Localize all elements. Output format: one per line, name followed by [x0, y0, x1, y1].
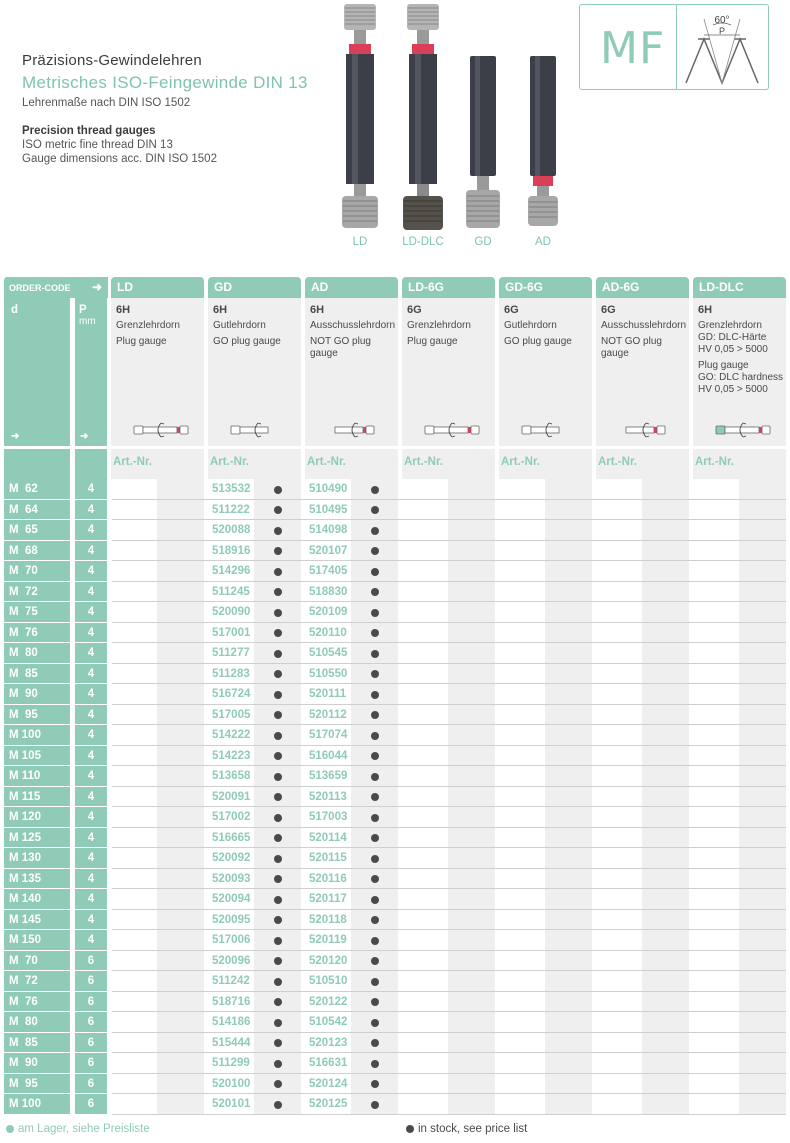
in-stock-dot-icon — [274, 875, 282, 883]
in-stock-dot-icon — [274, 506, 282, 514]
ad-article-number[interactable]: 520119 — [309, 934, 347, 946]
pitch-label: P — [718, 26, 726, 36]
col-d-header: d ➜ — [4, 298, 70, 446]
gd-article-number[interactable]: 515444 — [212, 1036, 251, 1049]
page-title: Präzisions-Gewindelehren — [22, 52, 202, 69]
gd-article-number[interactable]: 511242 — [212, 975, 250, 987]
in-stock-dot-icon — [371, 732, 379, 740]
pitch-cell: 4 — [75, 561, 107, 582]
column-header-body — [111, 298, 204, 446]
in-stock-dot-icon — [371, 609, 379, 617]
page-subtitle: Metrisches ISO-Feingewinde DIN 13 — [22, 73, 308, 92]
in-stock-dot-icon — [371, 1101, 379, 1109]
description-en: NOT GO plug gauge — [310, 336, 371, 359]
in-stock-dot-icon — [371, 588, 379, 596]
in-stock-dot-icon — [274, 711, 282, 719]
ad-article-number[interactable]: 520110 — [309, 626, 347, 639]
description-en: GO plug gauge — [213, 336, 281, 347]
mf-label: MF — [600, 23, 666, 74]
pitch-cell: 4 — [75, 889, 107, 910]
in-stock-dot-icon — [371, 752, 379, 760]
ad-article-number[interactable]: 518830 — [309, 585, 348, 598]
gd-gauge-image — [463, 56, 503, 230]
gd-article-number[interactable]: 520093 — [212, 872, 251, 885]
in-stock-dot-icon — [371, 916, 379, 924]
in-stock-dot-icon — [371, 875, 379, 883]
pitch-cell: 4 — [75, 746, 107, 767]
in-stock-dot-icon — [371, 1039, 379, 1047]
in-stock-dot-icon — [274, 588, 282, 596]
in-stock-dot-icon — [274, 1039, 282, 1047]
in-stock-dot-icon — [274, 609, 282, 617]
gd-article-number[interactable]: 517002 — [212, 811, 251, 823]
pitch-cell: 4 — [75, 479, 107, 500]
thread-size-cell: M 76 — [4, 623, 70, 644]
in-stock-dot-icon — [371, 486, 379, 494]
gd-article-number[interactable]: 511299 — [212, 1057, 250, 1069]
title-en-line1: ISO metric fine thread DIN 13 — [22, 139, 173, 151]
gauge-label-gd: GD — [474, 236, 492, 248]
in-stock-dot-icon — [274, 568, 282, 576]
table-row — [4, 725, 786, 746]
gd-article-number[interactable]: 520101 — [212, 1098, 251, 1110]
pitch-cell: 6 — [75, 1033, 107, 1054]
ad-article-number[interactable]: 510510 — [309, 975, 348, 987]
thread-size-cell: M 140 — [4, 889, 70, 910]
table-row — [4, 971, 786, 992]
in-stock-dot-icon — [371, 629, 379, 637]
ad-article-number[interactable]: 510545 — [309, 647, 348, 659]
table-row — [4, 807, 786, 828]
table-row — [4, 930, 786, 951]
pitch-cell: 4 — [75, 520, 107, 541]
in-stock-dot-icon — [371, 1019, 379, 1027]
standard-line-de: Lehrenmaße nach DIN ISO 1502 — [22, 97, 191, 109]
pitch-cell: 6 — [75, 1012, 107, 1033]
tolerance-code: 6G — [601, 304, 616, 316]
in-stock-dot-icon — [371, 998, 379, 1006]
table-row — [4, 684, 786, 705]
pitch-cell: 4 — [75, 500, 107, 521]
gd-article-number[interactable]: 514222 — [212, 729, 251, 741]
gd-article-number[interactable]: 511283 — [212, 667, 250, 680]
pitch-cell: 4 — [75, 582, 107, 603]
thread-size-cell: M 145 — [4, 910, 70, 931]
plug-gauge-icon — [424, 420, 480, 440]
ad-article-number[interactable]: 520114 — [309, 831, 347, 844]
plug-gauge-icon — [715, 420, 771, 440]
legend-stock-en: in stock, see price list — [406, 1123, 527, 1135]
ad-article-number[interactable]: 520123 — [309, 1036, 348, 1049]
tolerance-code: 6H — [116, 304, 131, 316]
table-row — [4, 643, 786, 664]
art-nr-label: Art.-Nr. — [404, 456, 443, 468]
thread-size-cell: M 150 — [4, 930, 70, 951]
in-stock-dot-icon — [371, 814, 379, 822]
table-row — [4, 623, 786, 644]
gd-article-number[interactable]: 520090 — [212, 606, 251, 618]
in-stock-dot-icon — [371, 978, 379, 986]
ad-article-number[interactable]: 520107 — [309, 544, 348, 557]
in-stock-dot-icon — [274, 793, 282, 801]
column-header-body — [305, 298, 398, 446]
pitch-cell: 6 — [75, 971, 107, 992]
pitch-cell: 4 — [75, 787, 107, 808]
ad-article-number[interactable]: 510550 — [309, 667, 348, 680]
gd-article-number[interactable]: 520088 — [212, 524, 251, 536]
table-row — [4, 479, 786, 500]
description-en: GO plug gauge — [504, 336, 572, 347]
in-stock-dot-icon — [274, 732, 282, 740]
column-tab: GD — [208, 277, 301, 298]
in-stock-dot-icon — [371, 793, 379, 801]
in-stock-dot-icon — [274, 1019, 282, 1027]
in-stock-dot-icon — [274, 916, 282, 924]
legend-stock-de: am Lager, siehe Preisliste — [6, 1123, 150, 1135]
in-stock-dot-icon — [274, 691, 282, 699]
thread-size-cell: M 72 — [4, 582, 70, 603]
pitch-cell: 4 — [75, 705, 107, 726]
table-row — [4, 951, 786, 972]
tolerance-code: 6G — [504, 304, 519, 316]
pitch-cell: 4 — [75, 602, 107, 623]
table-row — [4, 1074, 786, 1095]
legend-dot-icon — [406, 1125, 414, 1133]
pitch-cell: 4 — [75, 766, 107, 787]
legend-dot-icon — [6, 1125, 14, 1133]
table-row — [4, 1012, 786, 1033]
thread-size-cell: M 64 — [4, 500, 70, 521]
gd-article-number[interactable]: 517005 — [212, 708, 251, 721]
tolerance-code: 6H — [310, 304, 325, 316]
in-stock-dot-icon — [274, 814, 282, 822]
thread-size-cell: M 70 — [4, 561, 70, 582]
in-stock-dot-icon — [274, 896, 282, 904]
ad-article-number[interactable]: 517405 — [309, 565, 348, 577]
gd-article-number[interactable]: 514296 — [212, 565, 251, 577]
gd-article-number[interactable]: 511245 — [212, 585, 250, 598]
gd-article-number[interactable]: 518916 — [212, 544, 251, 557]
in-stock-dot-icon — [274, 1080, 282, 1088]
in-stock-dot-icon — [371, 711, 379, 719]
pitch-cell: 4 — [75, 643, 107, 664]
plug-gauge-icon — [618, 420, 674, 440]
column-header-body — [499, 298, 592, 446]
ad-article-number[interactable]: 520122 — [309, 995, 348, 1008]
thread-profile-icon — [680, 9, 766, 87]
gd-article-number[interactable]: 513532 — [212, 483, 251, 495]
thread-size-cell: M 72 — [4, 971, 70, 992]
table-row — [4, 992, 786, 1013]
description-de: Ausschusslehrdorn — [601, 320, 687, 331]
gd-article-number[interactable]: 513658 — [212, 770, 251, 782]
table-row — [4, 561, 786, 582]
in-stock-dot-icon — [274, 629, 282, 637]
gd-article-number[interactable]: 520095 — [212, 913, 251, 926]
table-row — [4, 746, 786, 767]
column-header-body — [596, 298, 689, 446]
thread-size-cell: M 70 — [4, 951, 70, 972]
table-row — [4, 848, 786, 869]
in-stock-dot-icon — [274, 957, 282, 965]
table-row — [4, 910, 786, 931]
in-stock-dot-icon — [371, 568, 379, 576]
in-stock-dot-icon — [274, 998, 282, 1006]
tolerance-code: 6G — [407, 304, 422, 316]
thread-size-cell: M 120 — [4, 807, 70, 828]
in-stock-dot-icon — [274, 650, 282, 658]
description-de: Grenzlehrdorn — [407, 320, 471, 331]
mf-thread-badge — [579, 4, 769, 90]
pitch-cell: 4 — [75, 910, 107, 931]
thread-size-cell: M 125 — [4, 828, 70, 849]
in-stock-dot-icon — [371, 834, 379, 842]
in-stock-dot-icon — [274, 670, 282, 678]
description-en: Plug gauge GO: DLC hardness HV 0,05 > 5000 — [698, 360, 784, 395]
column-tab: LD-6G — [402, 277, 495, 298]
thread-size-cell: M 135 — [4, 869, 70, 890]
pitch-cell: 4 — [75, 807, 107, 828]
thread-size-cell: M 130 — [4, 848, 70, 869]
art-nr-label: Art.-Nr. — [210, 456, 249, 468]
table-row — [4, 889, 786, 910]
in-stock-dot-icon — [274, 752, 282, 760]
plug-gauge-icon — [133, 420, 189, 440]
ad-article-number[interactable]: 517003 — [309, 811, 348, 823]
description-en: NOT GO plug gauge — [601, 336, 662, 359]
description-de: Grenzlehrdorn — [116, 320, 180, 331]
pitch-cell: 6 — [75, 1053, 107, 1074]
plug-gauge-icon — [230, 420, 286, 440]
thread-size-cell: M 110 — [4, 766, 70, 787]
thread-size-cell: M 85 — [4, 1033, 70, 1054]
order-code-header: ORDER-CODE ➜ — [4, 277, 108, 298]
pitch-cell: 4 — [75, 623, 107, 644]
gd-article-number[interactable]: 518716 — [212, 995, 251, 1008]
gd-article-number[interactable]: 511277 — [212, 647, 250, 659]
ad-article-number[interactable]: 514098 — [309, 524, 348, 536]
thread-size-cell: M 115 — [4, 787, 70, 808]
in-stock-dot-icon — [371, 691, 379, 699]
ad-article-number[interactable]: 520117 — [309, 893, 347, 905]
column-tab: AD-6G — [596, 277, 689, 298]
thread-size-cell: M 85 — [4, 664, 70, 685]
thread-size-cell: M 62 — [4, 479, 70, 500]
arrow-down-icon: ➜ — [11, 431, 20, 442]
art-nr-label: Art.-Nr. — [695, 456, 734, 468]
gd-article-number[interactable]: 520094 — [212, 893, 251, 905]
thread-size-cell: M 65 — [4, 520, 70, 541]
ad-article-number[interactable]: 520125 — [309, 1098, 348, 1110]
column-tab: LD-DLC — [693, 277, 786, 298]
art-nr-label: Art.-Nr. — [113, 456, 152, 468]
description-de: Gutlehrdorn — [213, 320, 266, 331]
gd-article-number[interactable]: 520091 — [212, 790, 251, 803]
art-nr-label: Art.-Nr. — [598, 456, 637, 468]
pitch-cell: 4 — [75, 664, 107, 685]
ld-gauge-image — [335, 4, 385, 230]
in-stock-dot-icon — [371, 547, 379, 555]
column-header-body — [402, 298, 495, 446]
gauge-label-ld: LD — [352, 236, 368, 248]
gd-article-number[interactable]: 514223 — [212, 749, 251, 762]
plug-gauge-icon — [521, 420, 577, 440]
table-row — [4, 520, 786, 541]
pitch-cell: 4 — [75, 869, 107, 890]
pitch-cell: 6 — [75, 1074, 107, 1095]
gd-article-number[interactable]: 516724 — [212, 688, 251, 700]
table-row — [4, 1033, 786, 1054]
ad-article-number[interactable]: 510542 — [309, 1016, 348, 1028]
pitch-cell: 4 — [75, 828, 107, 849]
table-row — [4, 1053, 786, 1074]
thread-size-cell: M 95 — [4, 705, 70, 726]
table-row — [4, 1094, 786, 1115]
thread-size-cell: M 105 — [4, 746, 70, 767]
in-stock-dot-icon — [371, 527, 379, 535]
col-p-header: P mm ➜ — [75, 298, 107, 446]
description-en: Plug gauge — [116, 336, 167, 347]
in-stock-dot-icon — [274, 855, 282, 863]
pitch-cell: 4 — [75, 684, 107, 705]
ad-article-number[interactable]: 520109 — [309, 606, 348, 618]
ad-article-number[interactable]: 513659 — [309, 770, 348, 782]
in-stock-dot-icon — [371, 937, 379, 945]
ad-article-number[interactable]: 510490 — [309, 483, 348, 495]
in-stock-dot-icon — [274, 1060, 282, 1068]
column-header-body — [208, 298, 301, 446]
ad-article-number[interactable]: 520124 — [309, 1077, 348, 1090]
thread-size-cell: M 75 — [4, 602, 70, 623]
ad-article-number[interactable]: 520111 — [309, 688, 347, 700]
in-stock-dot-icon — [274, 486, 282, 494]
description-de: Grenzlehrdorn GD: DLC-Härte HV 0,05 > 5000 — [698, 320, 768, 355]
gauge-label-ld-dlc: LD-DLC — [402, 236, 444, 248]
in-stock-dot-icon — [371, 773, 379, 781]
thread-size-cell: M 90 — [4, 684, 70, 705]
table-row — [4, 705, 786, 726]
table-row — [4, 828, 786, 849]
in-stock-dot-icon — [274, 547, 282, 555]
pitch-cell: 6 — [75, 992, 107, 1013]
pitch-cell: 6 — [75, 1094, 107, 1115]
art-nr-label: Art.-Nr. — [307, 456, 346, 468]
table-row — [4, 582, 786, 603]
column-header-body — [693, 298, 786, 446]
gd-article-number[interactable]: 511222 — [212, 503, 250, 516]
column-tab: GD-6G — [499, 277, 592, 298]
in-stock-dot-icon — [274, 937, 282, 945]
ad-article-number[interactable]: 520116 — [309, 872, 347, 885]
thread-size-cell: M 100 — [4, 725, 70, 746]
ld-dlc-gauge-image — [398, 4, 448, 230]
arrow-right-icon: ➜ — [91, 280, 102, 294]
thread-size-cell: M 80 — [4, 1012, 70, 1033]
gd-article-number[interactable]: 520096 — [212, 954, 251, 967]
thread-size-cell: M 95 — [4, 1074, 70, 1095]
in-stock-dot-icon — [371, 957, 379, 965]
ad-article-number[interactable]: 520120 — [309, 954, 348, 967]
in-stock-dot-icon — [371, 670, 379, 678]
gd-article-number[interactable]: 517001 — [212, 626, 251, 639]
pitch-cell: 6 — [75, 951, 107, 972]
ad-article-number[interactable]: 516631 — [309, 1057, 348, 1069]
in-stock-dot-icon — [371, 650, 379, 658]
in-stock-dot-icon — [274, 834, 282, 842]
gd-article-number[interactable]: 516665 — [212, 831, 251, 844]
table-row — [4, 602, 786, 623]
gd-article-number[interactable]: 520092 — [212, 852, 251, 864]
gauge-label-ad: AD — [535, 236, 551, 248]
tolerance-code: 6H — [213, 304, 228, 316]
plug-gauge-icon — [327, 420, 383, 440]
in-stock-dot-icon — [274, 773, 282, 781]
pitch-cell: 4 — [75, 725, 107, 746]
gd-article-number[interactable]: 514186 — [212, 1016, 251, 1028]
in-stock-dot-icon — [371, 855, 379, 863]
in-stock-dot-icon — [371, 506, 379, 514]
ad-gauge-image — [523, 56, 563, 230]
thread-size-cell: M 100 — [4, 1094, 70, 1115]
column-tab: AD — [305, 277, 398, 298]
thread-size-cell: M 90 — [4, 1053, 70, 1074]
arrow-down-icon: ➜ — [80, 431, 89, 442]
thread-size-cell: M 68 — [4, 541, 70, 562]
in-stock-dot-icon — [274, 527, 282, 535]
column-tab: LD — [111, 277, 204, 298]
ad-article-number[interactable]: 520113 — [309, 790, 347, 803]
table-row — [4, 500, 786, 521]
table-row — [4, 541, 786, 562]
ad-article-number[interactable]: 520118 — [309, 913, 347, 926]
pitch-cell: 4 — [75, 541, 107, 562]
title-en-line2: Gauge dimensions acc. DIN ISO 1502 — [22, 153, 217, 165]
in-stock-dot-icon — [371, 1080, 379, 1088]
description-en: Plug gauge — [407, 336, 458, 347]
ad-article-number[interactable]: 510495 — [309, 503, 348, 516]
pitch-cell: 4 — [75, 848, 107, 869]
table-row — [4, 869, 786, 890]
in-stock-dot-icon — [274, 1101, 282, 1109]
in-stock-dot-icon — [274, 978, 282, 986]
ad-article-number[interactable]: 517074 — [309, 729, 348, 741]
in-stock-dot-icon — [371, 896, 379, 904]
in-stock-dot-icon — [371, 1060, 379, 1068]
ad-article-number[interactable]: 520112 — [309, 708, 347, 721]
table-row — [4, 787, 786, 808]
gd-article-number[interactable]: 520100 — [212, 1077, 251, 1090]
thread-size-cell: M 76 — [4, 992, 70, 1013]
thread-size-cell: M 80 — [4, 643, 70, 664]
description-de: Gutlehrdorn — [504, 320, 557, 331]
title-en: Precision thread gauges — [22, 125, 156, 137]
table-row — [4, 664, 786, 685]
gd-article-number[interactable]: 517006 — [212, 934, 251, 946]
description-de: Ausschusslehrdorn — [310, 320, 396, 331]
pitch-cell: 4 — [75, 930, 107, 951]
angle-label: 60° — [714, 15, 730, 26]
tolerance-code: 6H — [698, 304, 713, 316]
ad-article-number[interactable]: 520115 — [309, 852, 347, 864]
art-nr-label: Art.-Nr. — [501, 456, 540, 468]
table-row — [4, 766, 786, 787]
ad-article-number[interactable]: 516044 — [309, 749, 348, 762]
